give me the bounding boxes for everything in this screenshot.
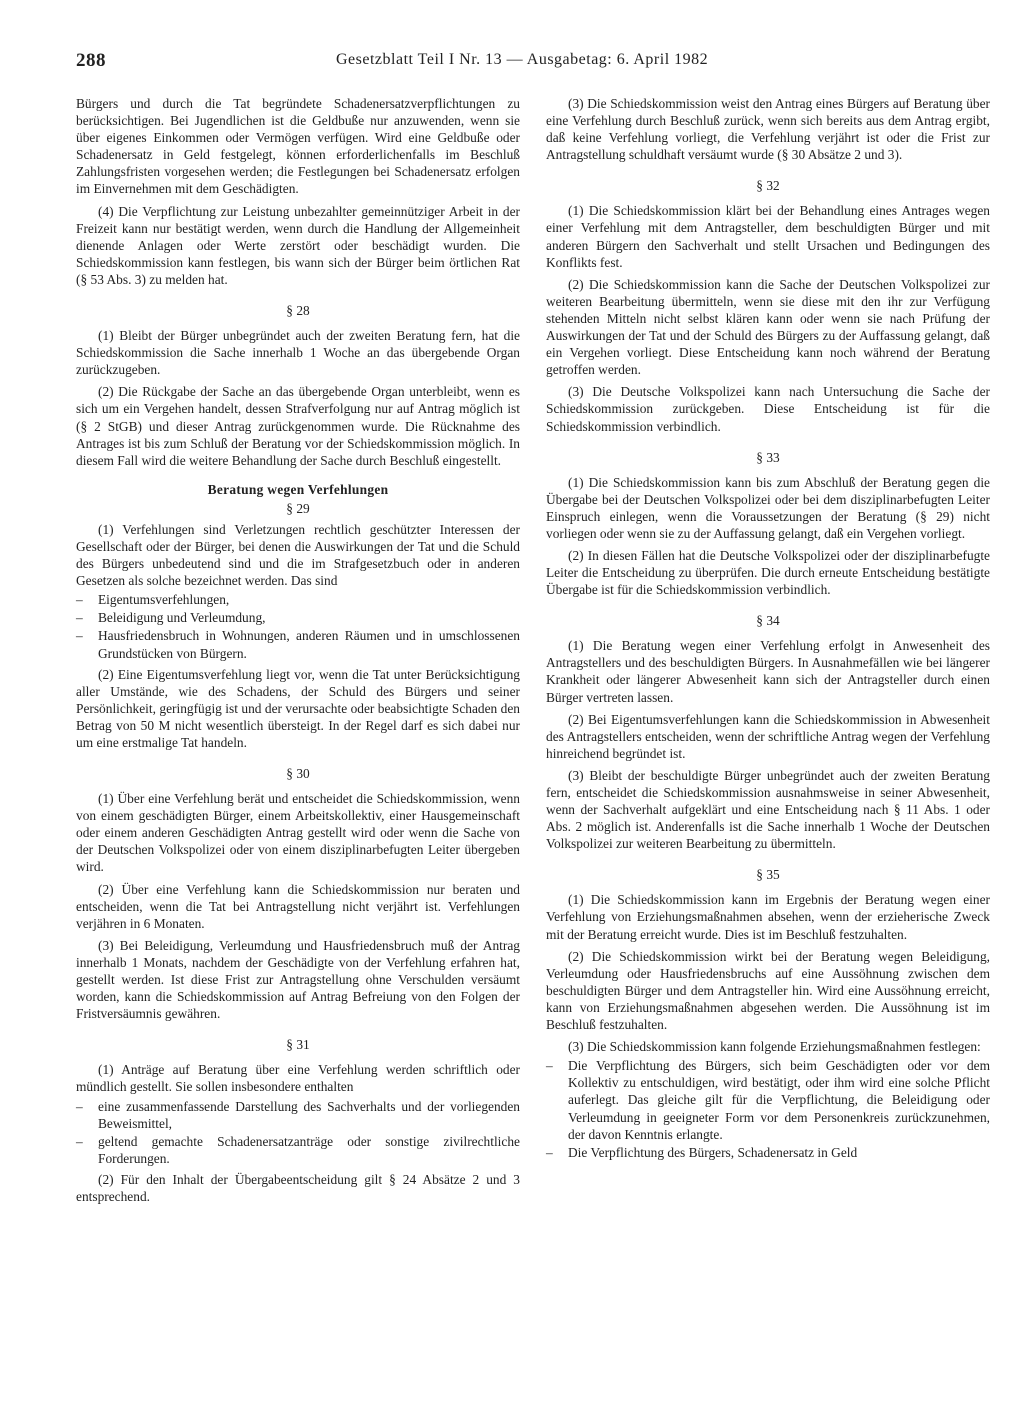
paragraph: (1) Die Beratung wegen einer Verfehlung erfolgt in Anwesenheit des Antragstellers und des beschuldigten Bürgers. In Ausnahmefällen wie bei längerer Krankheit oder längerer Abwesenheit kann sich der Antragsteller durch einen Bürger vertreten lassen. [546, 638, 990, 705]
paragraph: (2) In diesen Fällen hat die Deutsche Volkspolizei oder der disziplinarbefugte Leiter die Entscheidung zu überprüfen. Die durch erneute Entscheidung bestätigte Übergabe ist für die Schiedskommission verbindlich. [546, 547, 990, 598]
dash-list [546, 1057, 990, 1161]
page-header [76, 50, 990, 76]
dash-list [76, 591, 520, 661]
list-item: – Beleidigung und Verleumdung, [76, 610, 266, 626]
paragraph: (1) Die Schiedskommission klärt bei der Behandlung eines Antrages wegen einer Verfehlung mit dem Antragsteller, dem beschuldigten Bürger und mit anderen Bürgern den Sachverhalt und stellt Ursachen und Bedingungen des Konflikts fest. [546, 203, 990, 270]
section-heading-28: § 28 [286, 303, 310, 319]
paragraph: Bürgers und durch die Tat begründete Schadenersatzverpflichtungen zu berücksichtigen. Bei Jugendlichen ist die Geldbuße nur anzuwenden, wenn sie über eigenes Einkommen oder Vermögen verfügen. Wird eine Geldbuße oder Schadenersatz in Geld festgelegt, können erforderlichenfalls im Beschluß Zahlungsfristen vorgesehen werden; die Festlegungen bei Schadenersatz erfolgen im Einvernehmen mit dem Geschädigten. [76, 96, 520, 197]
list-item: – Eigentumsverfehlungen, [76, 592, 230, 608]
running-title: Gesetzblatt Teil I Nr. 13 — Ausgabetag: 6. April 1982 [336, 51, 709, 68]
paragraph: (2) Die Schiedskommission wirkt bei der Beratung wegen Beleidigung, Verleumdung oder Hausfriedensbruchs auf eine Aussöhnung zwischen dem beschuldigten Bürger und dem Antragsteller hin. Wird eine Aussöhnung erreicht, kann von Erziehungsmaßnahmen abgesehen werden. Die Aussöhnung ist im Beschluß festzuhalten. [546, 948, 990, 1033]
section-heading-30: § 30 [286, 766, 310, 782]
paragraph: (3) Die Schiedskommission weist den Antrag eines Bürgers auf Beratung über eine Verfehlung durch Beschluß zurück, wenn sich bereits aus dem Antrag ergibt, daß keine Verfehlung vorliegt, die Verfehlung verjährt ist oder die Frist zur Antragstellung schuldhaft versäumt wurde (§ 30 Absätze 2 und 3). [546, 96, 990, 163]
paragraph: (2) Über eine Verfehlung kann die Schiedskommission nur beraten und entscheiden, wenn die Tat bei Antragstellung nicht verjährt ist. Verfehlungen verjähren in 6 Monaten. [76, 881, 520, 931]
section-heading-32: § 32 [756, 178, 780, 194]
section-heading-31: § 31 [286, 1037, 310, 1053]
section-heading-33: § 33 [756, 449, 780, 465]
paragraph: (1) Über eine Verfehlung berät und entscheidet die Schiedskommission, wenn von einem geschädigten Bürger, einem Arbeitskollektiv, einer Hausgemeinschaft oder einem anderen Geschädigten Antrag gestellt wird oder wenn die Sache von der Deutschen Volkspolizei oder von einem disziplinarbefugten Leiter übergeben wird. [76, 791, 520, 875]
section-heading-35: § 35 [756, 867, 780, 883]
section-heading-29: § 29 [286, 500, 310, 516]
paragraph: (1) Verfehlungen sind Verletzungen rechtlich geschützter Interessen der Gesellschaft oder der Bürger, bei denen die Auswirkungen der Tat und die Schuld des Bürgers unbedeutend sind und die im Strafgesetzbuch oder in anderen Gesetzen als solche bezeichnet werden. Das sind [76, 521, 520, 589]
paragraph: (3) Die Deutsche Volkspolizei kann nach Untersuchung die Sache der Schiedskommission zurückgeben. Diese Entscheidung ist für die Schiedskommission verbindlich. [546, 384, 990, 434]
paragraph: (3) Bleibt der beschuldigte Bürger unbegründet auch der zweiten Beratung fern, entscheidet die Schiedskommission ausnahmsweise in seiner Abwesenheit, wenn der Sachverhalt aufgeklärt und eine Entscheidung nach § 11 Abs. 1 oder Abs. 2 möglich ist. Anderenfalls ist die Sache innerhalb 1 Woche der Deutschen Volkspolizei zur weiteren Bearbeitung zu übermitteln. [546, 767, 990, 852]
paragraph: (2) Bei Eigentumsverfehlungen kann die Schiedskommission in Abwesenheit des Antragstellers entscheiden, wenn der schriftliche Antrag wegen der Verfehlung hinreichend begründet ist. [546, 711, 990, 761]
list-item: – eine zusammenfassende Darstellung des Sachverhalts und der vorliegenden Beweismittel, [76, 1098, 520, 1131]
paragraph: (2) Eine Eigentumsverfehlung liegt vor, wenn die Tat unter Berücksichtigung aller Umstände, wie des Schadens, der Schuld des Bürgers und seiner Persönlichkeit, geringfügig ist und der verursachte oder beabsichtigte Schaden den Betrag von 50 M nicht wesentlich übersteigt. In der Regel darf es sich dabei nur um eine erstmalige Tat handeln. [76, 666, 520, 750]
paragraph: (1) Bleibt der Bürger unbegründet auch der zweiten Beratung fern, hat die Schiedskommission die Sache innerhalb 1 Woche an das übergebende Organ zurückzugeben. [76, 328, 520, 378]
dash-list [76, 1098, 520, 1167]
list-item: – Die Verpflichtung des Bürgers, sich beim Geschädigten oder vor dem Kollektiv zu entschuldigen, wird bestätigt, oder ihm wird eine solche Pflicht auferlegt. Das gleiche gilt für die Verpflichtung, die Beleidigung oder Verleumdung in geeigneter Form vor dem Personenkreis zurückzunehmen, der davon Kenntnis erlangte. [546, 1058, 990, 1142]
list-item: – Die Verpflichtung des Bürgers, Schadenersatz in Geld [546, 1144, 858, 1160]
section-heading-34: § 34 [756, 613, 780, 629]
paragraph: (1) Die Schiedskommission kann bis zum Abschluß der Beratung gegen die Übergabe bei der Deutschen Volkspolizei oder bei dem disziplinarbefugten Leiter Einspruch einlegen, wenn die Voraussetzungen der Beratung (§ 29) nicht vorliegen oder wenn sie zu der Auffassung gelangt, daß ein Vergehen vorliegt. [546, 474, 990, 541]
subheading: Beratung wegen Verfehlungen [207, 481, 389, 497]
paragraph: (3) Die Schiedskommission kann folgende Erziehungsmaßnahmen festlegen: [568, 1039, 981, 1055]
left-column [76, 95, 520, 1210]
page-number: 288 [76, 50, 106, 71]
list-item: – Hausfriedensbruch in Wohnungen, anderen Räumen und in umschlossenen Grundstücken von Bürgern. [76, 628, 520, 661]
paragraph: (2) Die Schiedskommission kann die Sache der Deutschen Volkspolizei zur weiteren Bearbeitung übermitteln, wenn sie diese mit den ihr zur Verfügung stehenden Mitteln nicht selbst klären kann oder wenn sie nach Prüfung der Auswirkungen der Tat und der Schuld des Bürgers zu der Auffassung gelangt, daß ein Vergehen vorliegt. Diese Entscheidung kann noch während der Beratung getroffen werden. [546, 276, 990, 378]
paragraph: (2) Die Rückgabe der Sache an das übergebende Organ unterbleibt, wenn es sich um ein Vergehen handelt, dessen Strafverfolgung nur auf Antrag möglich ist (§ 2 StGB) und dieser Antrag zurückgenommen wurde. Die Rücknahme des Antrages ist bis zum Schluß der Beratung vor der Schiedskommission möglich. In diesem Fall wird die weitere Behandlung der Sache durch Beschluß eingestellt. [76, 384, 520, 468]
paragraph: (1) Anträge auf Beratung über eine Verfehlung werden schriftlich oder mündlich gestellt. Sie sollen insbesondere enthalten [76, 1062, 520, 1095]
paragraph: (4) Die Verpflichtung zur Leistung unbezahlter gemeinnütziger Arbeit in der Freizeit kann nur bestätigt werden, wenn durch die Handlung der Allgemeinheit dienende Anlagen oder Werte zerstört oder beschädigt wurden. Die Schiedskommission kann festlegen, bis wann sich der Bürger beim örtlichen Rat (§ 53 Abs. 3) zu melden hat. [76, 203, 520, 287]
right-column [546, 95, 990, 1165]
paragraph: (3) Bei Beleidigung, Verleumdung und Hausfriedensbruch muß der Antrag innerhalb 1 Monats, nachdem der Geschädigte von der Verfehlung erfahren hat, gestellt werden. Ist diese Frist zur Antragstellung ohne Verschulden versäumt worden, kann die Schiedskommission auf Antrag Befreiung von den Folgen der Fristversäumnis gewähren. [76, 937, 520, 1022]
paragraph: (1) Die Schiedskommission kann im Ergebnis der Beratung wegen einer Verfehlung von Erziehungsmaßnahmen absehen, wenn der erzieherische Zweck mit der Beratung erreicht wurde. Dies ist im Beschluß festzuhalten. [546, 892, 990, 942]
list-item: – geltend gemachte Schadenersatzanträge oder sonstige zivilrechtliche Forderungen. [76, 1133, 520, 1166]
paragraph: (2) Für den Inhalt der Übergabeentscheidung gilt § 24 Absätze 2 und 3 entsprechend. [76, 1171, 520, 1204]
